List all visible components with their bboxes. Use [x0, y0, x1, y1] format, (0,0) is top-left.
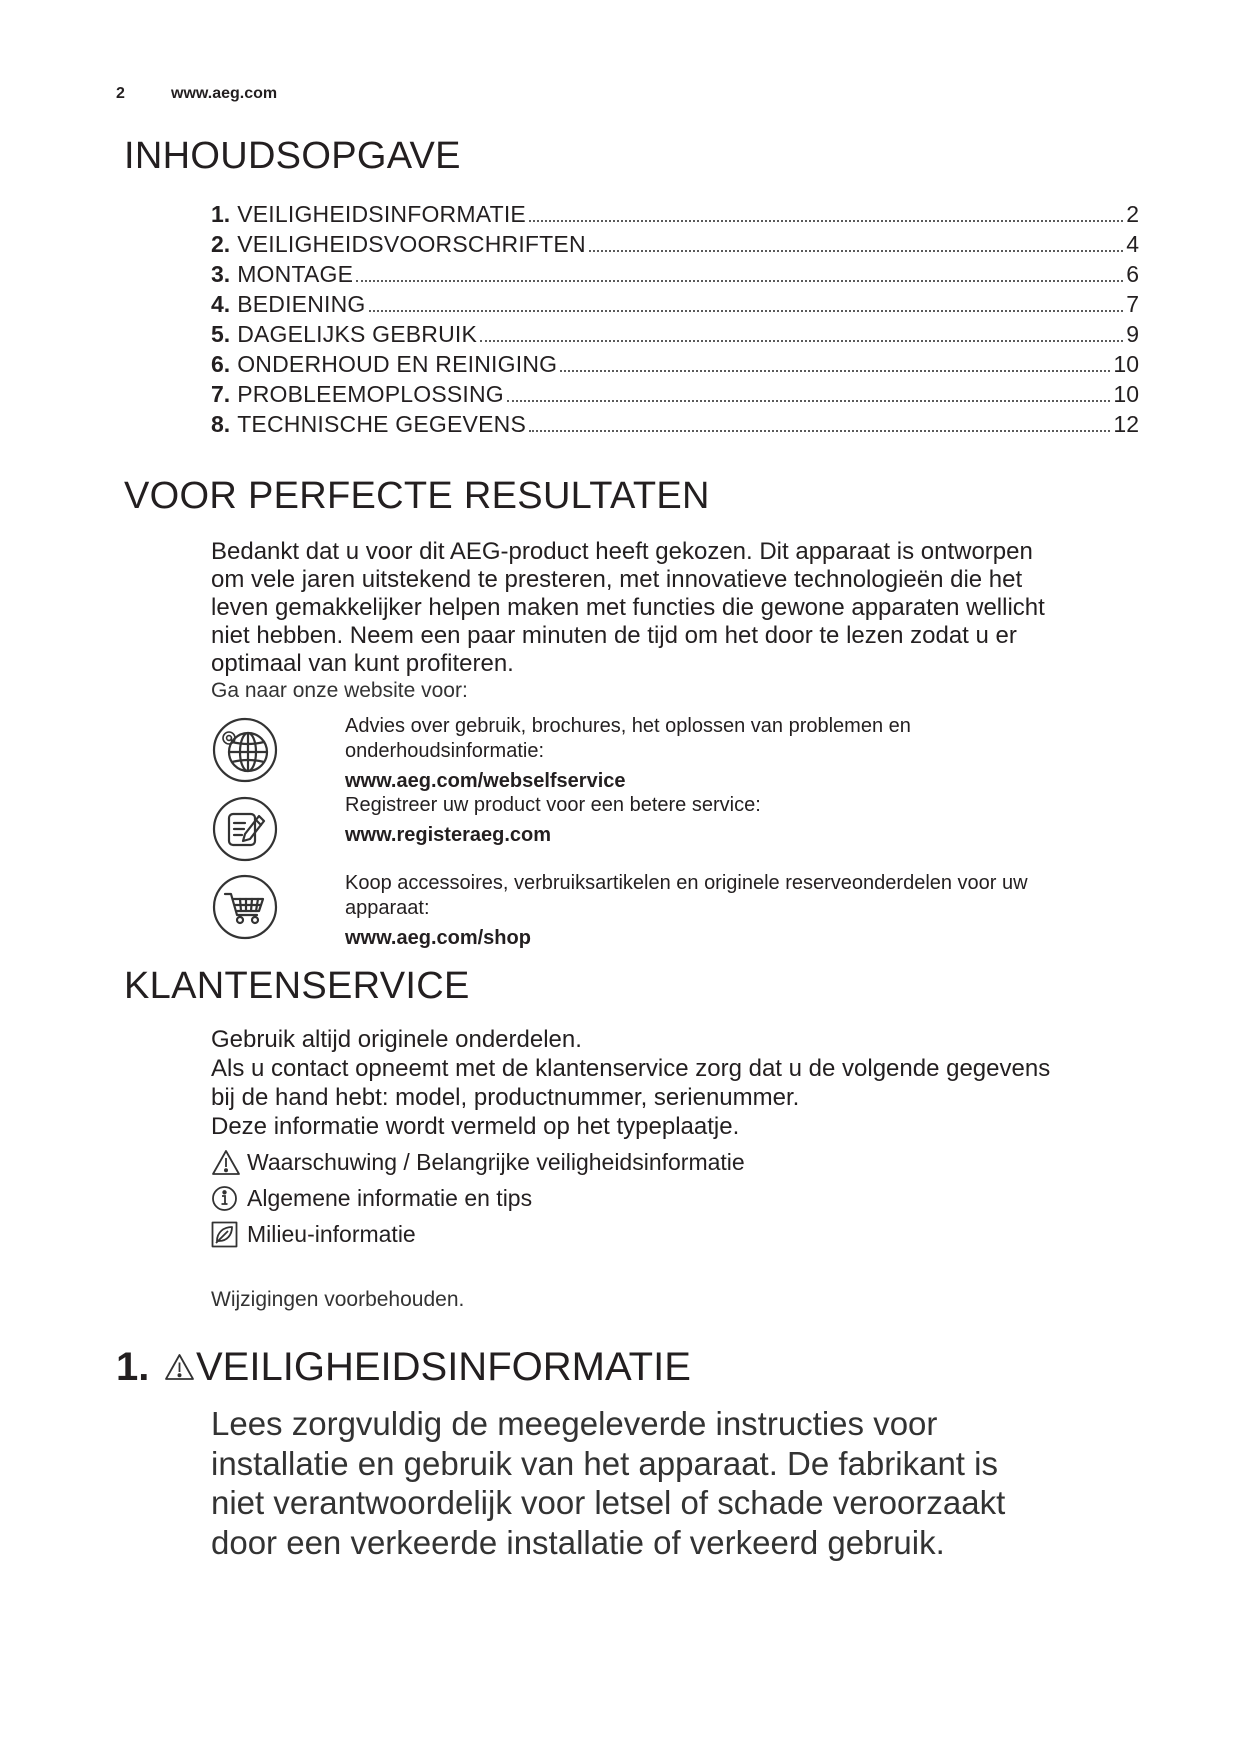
- customer-service-paragraph: [211, 1025, 1050, 1141]
- header-website: www.aeg.com: [171, 85, 278, 102]
- toc-item-page: 9: [1126, 321, 1139, 347]
- link-description-line: apparaat:: [345, 897, 430, 919]
- info-icon: [211, 1183, 243, 1213]
- toc-item[interactable]: [211, 409, 1139, 439]
- paragraph-line: Deze informatie wordt vermeld op het typeplaatje.: [211, 1113, 740, 1140]
- toc-dot-leader: [369, 310, 1124, 312]
- legend-item: [211, 1180, 745, 1216]
- shopping-cart-icon: [212, 874, 278, 940]
- toc-item[interactable]: [211, 319, 1139, 349]
- toc-item-title: PROBLEEMOPLOSSING: [237, 381, 504, 407]
- toc-item-number: 5.: [211, 321, 231, 347]
- toc-item[interactable]: [211, 229, 1139, 259]
- link-block-register: [345, 793, 761, 850]
- link-description: [345, 871, 1028, 921]
- toc-dot-leader: [560, 370, 1110, 372]
- toc-item-title: MONTAGE: [237, 261, 354, 287]
- toc-item-page: 10: [1113, 351, 1139, 377]
- register-document-icon: [212, 796, 278, 862]
- website-lead: Ga naar onze website voor:: [211, 679, 468, 702]
- toc-dot-leader: [356, 280, 1123, 282]
- link-description: [345, 714, 911, 764]
- toc-item-number: 7.: [211, 381, 231, 407]
- toc-item-title: TECHNISCHE GEGEVENS: [237, 411, 526, 437]
- toc-dot-leader: [507, 400, 1111, 402]
- results-title: VOOR PERFECTE RESULTATEN: [124, 475, 710, 517]
- paragraph-line: Gebruik altijd originele onderdelen.: [211, 1026, 582, 1053]
- toc-item-page: 7: [1126, 291, 1139, 317]
- paragraph-line: Bedankt dat u voor dit AEG-product heeft gekozen. Dit apparaat is ontworpen: [211, 538, 1033, 565]
- paragraph-line: door een verkeerde installatie of verkeerd gebruik.: [211, 1523, 945, 1561]
- safety-heading: [116, 1346, 691, 1388]
- globe-icon: [212, 717, 278, 783]
- safety-intro: [211, 1404, 1005, 1562]
- toc-item-page: 10: [1113, 381, 1139, 407]
- link-description-line: Registreer uw product voor een betere service:: [345, 794, 761, 816]
- link-description: [345, 793, 761, 818]
- link-block-webselfservice: [345, 714, 911, 796]
- toc-item-number: 3.: [211, 261, 231, 287]
- customer-service-title: KLANTENSERVICE: [124, 965, 470, 1007]
- toc-item-number: 1.: [211, 201, 231, 227]
- toc-item-title: VEILIGHEIDSVOORSCHRIFTEN: [237, 231, 586, 257]
- toc-item-number: 4.: [211, 291, 231, 317]
- legend-label: Waarschuwing / Belangrijke veiligheidsinformatie: [247, 1148, 745, 1175]
- paragraph-line: installatie en gebruik van het apparaat. De fabrikant is: [211, 1444, 998, 1482]
- toc-item[interactable]: [211, 349, 1139, 379]
- toc-item-page: 4: [1126, 231, 1139, 257]
- paragraph-line: optimaal van kunt profiteren.: [211, 650, 514, 677]
- table-of-contents: [211, 199, 1139, 439]
- toc-item-title: BEDIENING: [237, 291, 366, 317]
- link-block-shop: [345, 871, 1028, 953]
- toc-item[interactable]: [211, 259, 1139, 289]
- legend-item: [211, 1216, 745, 1252]
- disclaimer: Wijzigingen voorbehouden.: [211, 1288, 465, 1311]
- page-number: 2: [116, 85, 125, 102]
- register-link[interactable]: www.registeraeg.com: [345, 824, 551, 846]
- safety-title: VEILIGHEIDSINFORMATIE: [196, 1345, 691, 1389]
- paragraph-line: Lees zorgvuldig de meegeleverde instructies voor: [211, 1405, 938, 1442]
- toc-item[interactable]: [211, 289, 1139, 319]
- toc-item-title: ONDERHOUD EN REINIGING: [237, 351, 558, 377]
- toc-title: INHOUDSOPGAVE: [124, 135, 461, 177]
- toc-item-number: 6.: [211, 351, 231, 377]
- toc-item-title: VEILIGHEIDSINFORMATIE: [237, 201, 526, 227]
- paragraph-line: bij de hand hebt: model, productnummer, serienummer.: [211, 1084, 800, 1111]
- toc-dot-leader: [589, 250, 1123, 252]
- toc-item[interactable]: [211, 379, 1139, 409]
- paragraph-line: niet hebben. Neem een paar minuten de tijd om het door te lezen zodat u er: [211, 622, 1017, 649]
- warning-icon: [211, 1147, 243, 1177]
- toc-item-page: 2: [1126, 201, 1139, 227]
- symbol-legend: [211, 1144, 745, 1252]
- legend-label: Algemene informatie en tips: [247, 1184, 533, 1211]
- toc-item-page: 6: [1126, 261, 1139, 287]
- paragraph-line: Als u contact opneemt met de klantenservice zorg dat u de volgende gegevens: [211, 1055, 1051, 1082]
- paragraph-line: niet verantwoordelijk voor letsel of schade veroorzaakt: [211, 1484, 1006, 1521]
- toc-item-page: 12: [1113, 411, 1139, 437]
- shop-link[interactable]: www.aeg.com/shop: [345, 927, 531, 949]
- toc-dot-leader: [529, 430, 1110, 432]
- toc-item-number: 2.: [211, 231, 231, 257]
- link-description-line: Advies over gebruik, brochures, het oplossen van problemen en: [345, 715, 911, 737]
- environment-leaf-icon: [211, 1219, 243, 1249]
- legend-label: Milieu-informatie: [247, 1220, 416, 1247]
- results-paragraph: [211, 538, 1045, 678]
- toc-item-title: DAGELIJKS GEBRUIK: [237, 321, 478, 347]
- link-description-line: Koop accessoires, verbruiksartikelen en originele reserveonderdelen voor uw: [345, 872, 1028, 894]
- toc-dot-leader: [529, 220, 1123, 222]
- webselfservice-link[interactable]: www.aeg.com/webselfservice: [345, 770, 626, 792]
- toc-dot-leader: [480, 340, 1123, 342]
- link-description-line: onderhoudsinformatie:: [345, 740, 545, 762]
- warning-icon: [164, 1352, 196, 1382]
- toc-item-number: 8.: [211, 411, 231, 437]
- legend-item: [211, 1144, 745, 1180]
- toc-item[interactable]: [211, 199, 1139, 229]
- safety-section-number: 1.: [116, 1345, 150, 1389]
- paragraph-line: om vele jaren uitstekend te presteren, met innovatieve technologieën die het: [211, 566, 1023, 593]
- paragraph-line: leven gemakkelijker helpen maken met functies die gewone apparaten wellicht: [211, 594, 1045, 621]
